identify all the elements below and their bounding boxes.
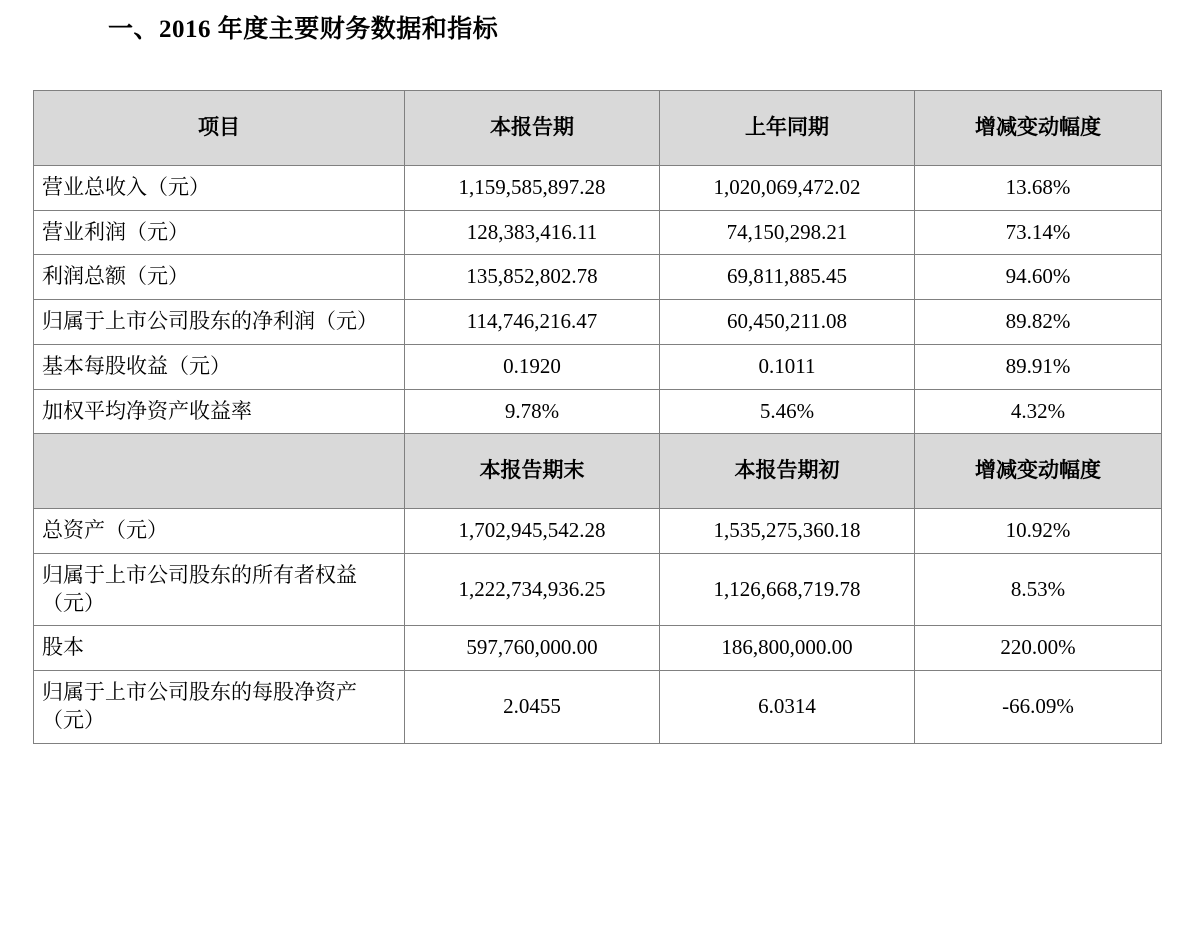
row-change-value: 8.53% xyxy=(915,554,1162,626)
row-current-value: 597,760,000.00 xyxy=(405,626,660,671)
table-row xyxy=(34,389,1162,434)
column-header-item-blank xyxy=(34,434,405,509)
row-current-value: 0.1920 xyxy=(405,344,660,389)
row-label: 利润总额（元） xyxy=(34,255,405,300)
row-change-value: 89.91% xyxy=(915,344,1162,389)
row-change-value: 4.32% xyxy=(915,389,1162,434)
document-page xyxy=(0,14,1196,928)
table-row xyxy=(34,300,1162,345)
row-previous-value: 1,126,668,719.78 xyxy=(660,554,915,626)
page-title: 一、2016 年度主要财务数据和指标 xyxy=(108,16,499,43)
table-row xyxy=(34,626,1162,671)
row-label: 营业利润（元） xyxy=(34,210,405,255)
table-header-row-balance xyxy=(34,434,1162,509)
row-current-value: 135,852,802.78 xyxy=(405,255,660,300)
table-row xyxy=(34,509,1162,554)
row-previous-value: 74,150,298.21 xyxy=(660,210,915,255)
row-label: 归属于上市公司股东的净利润（元） xyxy=(34,300,405,345)
row-label: 加权平均净资产收益率 xyxy=(34,389,405,434)
row-previous-value: 5.46% xyxy=(660,389,915,434)
row-previous-value: 0.1011 xyxy=(660,344,915,389)
financial-summary-table xyxy=(33,90,1162,744)
row-label: 股本 xyxy=(34,626,405,671)
column-header-previous: 上年同期 xyxy=(660,91,915,166)
table-row xyxy=(34,255,1162,300)
row-previous-value: 1,020,069,472.02 xyxy=(660,166,915,211)
row-label: 总资产（元） xyxy=(34,509,405,554)
row-change-value: 220.00% xyxy=(915,626,1162,671)
row-label: 基本每股收益（元） xyxy=(34,344,405,389)
column-header-item: 项目 xyxy=(34,91,405,166)
table-header-row-period xyxy=(34,91,1162,166)
row-current-value: 1,222,734,936.25 xyxy=(405,554,660,626)
row-previous-value: 6.0314 xyxy=(660,671,915,743)
row-previous-value: 60,450,211.08 xyxy=(660,300,915,345)
column-header-change: 增减变动幅度 xyxy=(915,91,1162,166)
table-row xyxy=(34,671,1162,743)
row-change-value: 13.68% xyxy=(915,166,1162,211)
row-change-value: 73.14% xyxy=(915,210,1162,255)
row-current-value: 2.0455 xyxy=(405,671,660,743)
row-change-value: 89.82% xyxy=(915,300,1162,345)
row-current-value: 114,746,216.47 xyxy=(405,300,660,345)
row-label: 营业总收入（元） xyxy=(34,166,405,211)
row-current-value: 9.78% xyxy=(405,389,660,434)
column-header-change: 增减变动幅度 xyxy=(915,434,1162,509)
row-change-value: 10.92% xyxy=(915,509,1162,554)
row-current-value: 1,702,945,542.28 xyxy=(405,509,660,554)
row-previous-value: 69,811,885.45 xyxy=(660,255,915,300)
row-previous-value: 1,535,275,360.18 xyxy=(660,509,915,554)
table-row xyxy=(34,554,1162,626)
row-current-value: 128,383,416.11 xyxy=(405,210,660,255)
column-header-current: 本报告期 xyxy=(405,91,660,166)
row-change-value: 94.60% xyxy=(915,255,1162,300)
row-change-value: -66.09% xyxy=(915,671,1162,743)
column-header-period-begin: 本报告期初 xyxy=(660,434,915,509)
row-current-value: 1,159,585,897.28 xyxy=(405,166,660,211)
table-row xyxy=(34,210,1162,255)
row-label: 归属于上市公司股东的每股净资产（元） xyxy=(34,671,405,743)
row-previous-value: 186,800,000.00 xyxy=(660,626,915,671)
table-row xyxy=(34,344,1162,389)
column-header-period-end: 本报告期末 xyxy=(405,434,660,509)
table-row xyxy=(34,166,1162,211)
row-label: 归属于上市公司股东的所有者权益（元） xyxy=(34,554,405,626)
